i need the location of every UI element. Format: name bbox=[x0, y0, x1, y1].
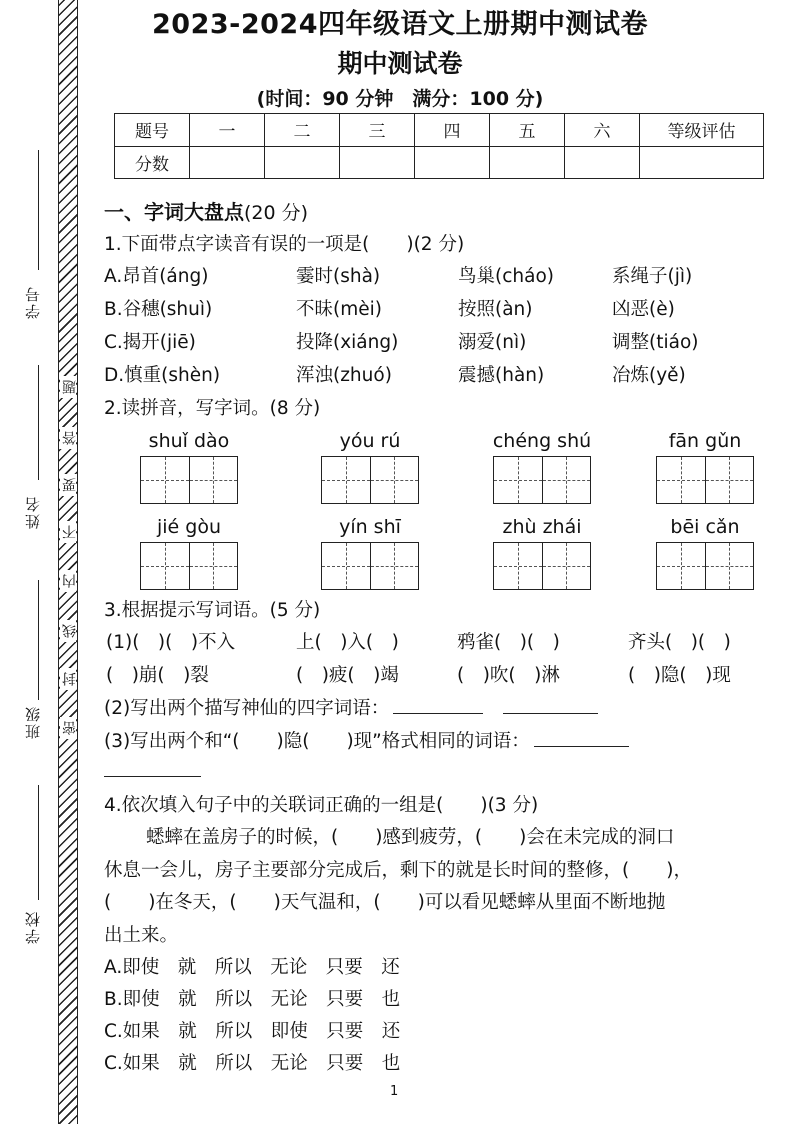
option-b-2: 不昧(mèi) bbox=[296, 299, 382, 320]
seal-char: 不 bbox=[60, 521, 76, 543]
table-cell: 四 bbox=[415, 114, 490, 147]
seal-char: 要 bbox=[60, 474, 76, 496]
option-c-4: 调整(tiáo) bbox=[612, 332, 699, 353]
question-2-stem: 2.读拼音，写字词。(8 分) bbox=[104, 398, 321, 419]
pinyin-label: chéng shú bbox=[492, 430, 592, 452]
table-cell: 等级评估 bbox=[640, 114, 764, 147]
option-c-2: 投降(xiáng) bbox=[296, 332, 399, 353]
option-b-3: 按照(àn) bbox=[458, 299, 533, 320]
table-cell: 五 bbox=[490, 114, 565, 147]
writing-grid[interactable] bbox=[656, 456, 754, 504]
pinyin-label: jié gòu bbox=[156, 516, 221, 538]
score-input-cell[interactable] bbox=[190, 146, 265, 179]
class-label: 班级 bbox=[24, 705, 42, 739]
score-input-cell[interactable] bbox=[490, 146, 565, 179]
seal-char: 封 bbox=[60, 668, 76, 690]
table-row bbox=[115, 114, 764, 147]
id-label: 学号 bbox=[24, 285, 42, 319]
score-table bbox=[114, 113, 764, 179]
option-b-1: B.谷穗(shuì) bbox=[104, 299, 213, 320]
seal-char: 题 bbox=[60, 376, 76, 398]
exam-title: 2023-2024四年级语文上册期中测试卷 bbox=[152, 9, 648, 40]
passage-line: 蟋蟀在盖房子的时候，( )感到疲劳，( )会在未完成的洞口 bbox=[146, 827, 675, 848]
question-3-sub2 bbox=[104, 694, 598, 720]
answer-blank[interactable] bbox=[104, 776, 201, 777]
question-1-stem: 1.下面带点字读音有误的一项是( )(2 分) bbox=[104, 234, 465, 255]
idiom-fill: ( )隐( )现 bbox=[628, 665, 731, 686]
writing-grid[interactable] bbox=[140, 456, 238, 504]
idiom-fill: (1)( )( )不入 bbox=[106, 632, 236, 653]
question-3-sub3 bbox=[104, 727, 629, 753]
exam-info: (时间：90 分钟 满分：100 分) bbox=[256, 88, 544, 110]
idiom-fill: ( )吹( )淋 bbox=[457, 665, 560, 686]
option-a-1: A.昂首(áng) bbox=[104, 266, 209, 287]
answer-blank[interactable] bbox=[503, 713, 598, 714]
choice-option: C.如果 就 所以 无论 只要 也 bbox=[104, 1053, 401, 1074]
idiom-fill: 鸦雀( )( ) bbox=[457, 632, 560, 653]
option-c-3: 溺爱(nì) bbox=[458, 332, 527, 353]
option-a-2: 霎时(shà) bbox=[296, 266, 381, 287]
option-d-1: D.慎重(shèn) bbox=[104, 365, 221, 386]
option-a-3: 鸟巢(cháo) bbox=[458, 266, 554, 287]
table-cell: 二 bbox=[265, 114, 340, 147]
school-label: 学校 bbox=[24, 910, 42, 944]
writing-grid[interactable] bbox=[656, 542, 754, 590]
writing-grid[interactable] bbox=[493, 456, 591, 504]
score-input-cell[interactable] bbox=[565, 146, 640, 179]
choice-option: A.即使 就 所以 无论 只要 还 bbox=[104, 957, 400, 978]
seal-char: 密 bbox=[60, 717, 76, 739]
idiom-fill: 上( )入( ) bbox=[296, 632, 399, 653]
pinyin-label: yín shī bbox=[339, 516, 401, 538]
score-input-cell[interactable] bbox=[340, 146, 415, 179]
section-title: 一、字词大盘点 bbox=[104, 200, 244, 224]
seal-char: 答 bbox=[60, 427, 76, 449]
option-d-4: 冶炼(yě) bbox=[612, 365, 686, 386]
option-d-2: 浑浊(zhuó) bbox=[296, 365, 392, 386]
id-line bbox=[38, 150, 39, 270]
table-cell: 题号 bbox=[115, 114, 190, 147]
pinyin-label: bēi cǎn bbox=[670, 516, 740, 538]
binding-strip bbox=[58, 0, 78, 1124]
pinyin-label: shuǐ dào bbox=[148, 430, 230, 452]
sub3-text: (3)写出两个和“( )隐( )现”格式相同的词语： bbox=[104, 731, 530, 752]
pinyin-label: fān gǔn bbox=[668, 430, 742, 452]
table-cell: 三 bbox=[340, 114, 415, 147]
idiom-fill: ( )疲( )竭 bbox=[296, 665, 399, 686]
choice-option: C.如果 就 所以 即使 只要 还 bbox=[104, 1021, 401, 1042]
table-cell: 六 bbox=[565, 114, 640, 147]
passage-line: ( )在冬天，( )天气温和，( )可以看见蟋蟀从里面不断地抛 bbox=[104, 892, 666, 913]
pinyin-label: yóu rú bbox=[339, 430, 401, 452]
sub2-text: (2)写出两个描写神仙的四字词语： bbox=[104, 698, 390, 719]
table-cell: 一 bbox=[190, 114, 265, 147]
writing-grid[interactable] bbox=[493, 542, 591, 590]
score-input-cell[interactable] bbox=[640, 146, 764, 179]
question-4-stem: 4.依次填入句子中的关联词正确的一组是( )(3 分) bbox=[104, 795, 539, 816]
pinyin-label: zhù zhái bbox=[502, 516, 582, 538]
section-heading bbox=[104, 196, 308, 225]
name-line bbox=[38, 365, 39, 480]
table-cell: 分数 bbox=[115, 146, 190, 179]
idiom-fill: 齐头( )( ) bbox=[628, 632, 731, 653]
name-label: 姓名 bbox=[24, 495, 42, 529]
answer-blank[interactable] bbox=[534, 746, 629, 747]
seal-char: 线 bbox=[60, 620, 76, 642]
option-a-4: 系绳子(jì) bbox=[612, 266, 693, 287]
writing-grid[interactable] bbox=[321, 542, 419, 590]
idiom-fill: ( )崩( )裂 bbox=[106, 665, 209, 686]
score-input-cell[interactable] bbox=[265, 146, 340, 179]
answer-blank[interactable] bbox=[393, 713, 483, 714]
option-b-4: 凶恶(è) bbox=[612, 299, 675, 320]
passage-line: 休息一会儿，房子主要部分完成后，剩下的就是长时间的整修，( )， bbox=[104, 860, 692, 881]
table-row bbox=[115, 146, 764, 179]
passage-line: 出土来。 bbox=[104, 925, 179, 946]
question-3-stem: 3.根据提示写词语。(5 分) bbox=[104, 600, 321, 621]
class-line bbox=[38, 580, 39, 700]
option-c-1: C.揭开(jiē) bbox=[104, 332, 196, 353]
seal-char: 内 bbox=[60, 570, 76, 592]
school-line bbox=[38, 785, 39, 900]
exam-subtitle: 期中测试卷 bbox=[337, 49, 463, 78]
writing-grid[interactable] bbox=[321, 456, 419, 504]
choice-option: B.即使 就 所以 无论 只要 也 bbox=[104, 989, 401, 1010]
writing-grid[interactable] bbox=[140, 542, 238, 590]
score-input-cell[interactable] bbox=[415, 146, 490, 179]
option-d-3: 震撼(hàn) bbox=[458, 365, 545, 386]
section-points: (20 分) bbox=[244, 202, 309, 224]
page-number: 1 bbox=[390, 1084, 399, 1099]
